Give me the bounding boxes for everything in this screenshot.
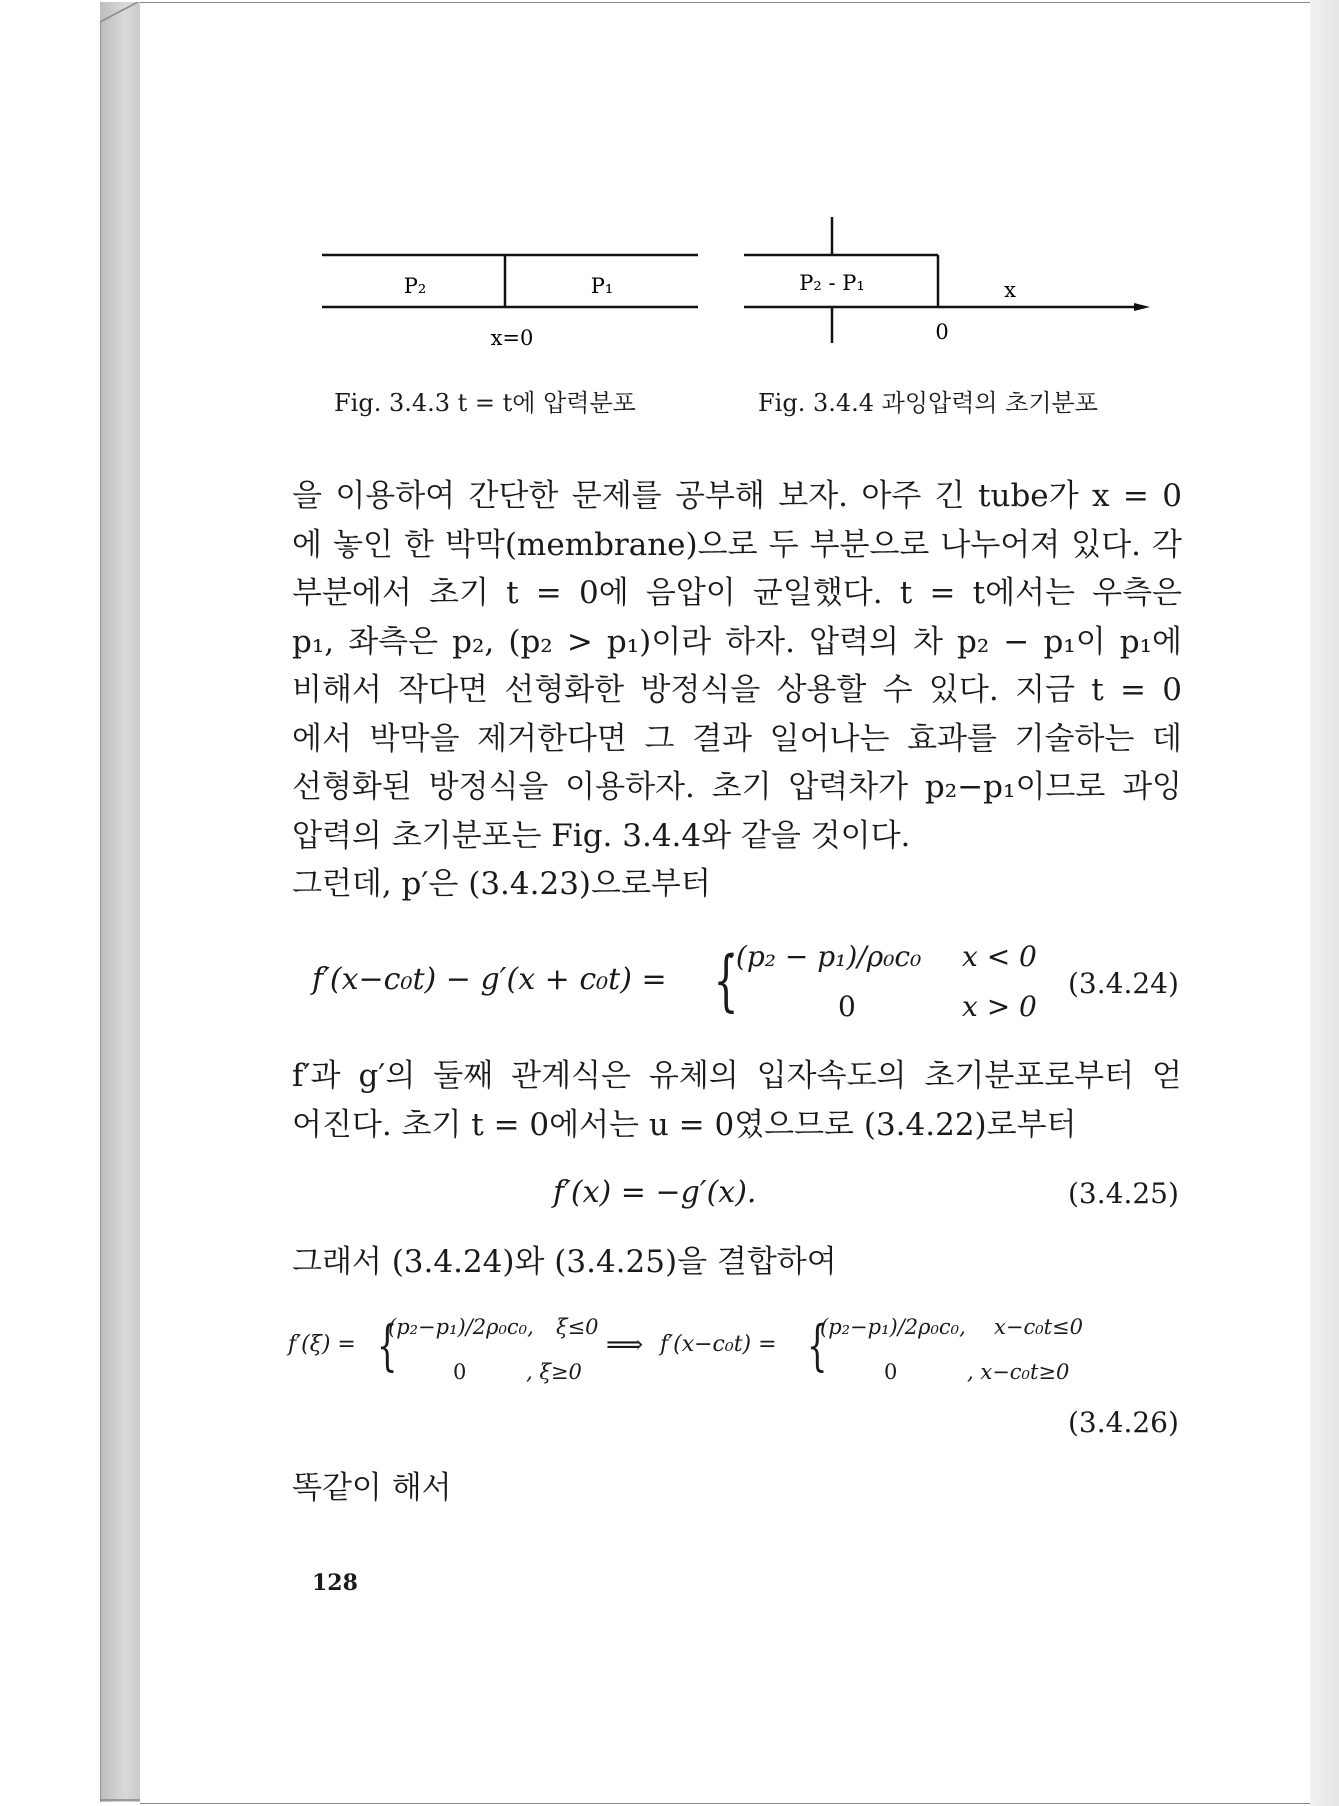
book-spine-outline — [100, 2, 142, 1802]
x-axis-arrowhead — [1134, 303, 1150, 311]
equation-number: (3.4.24) — [1068, 967, 1179, 1000]
eq26-case3-value: (p₂−p₁)/2ρ₀c₀, — [820, 1315, 966, 1339]
eq26-lhs2: f′(x−c₀t) = — [660, 1332, 777, 1357]
eq24-lhs: f′(x−c₀t) − g′(x + c₀t) = — [312, 962, 667, 997]
eq26-brace1: { — [376, 1314, 398, 1377]
text-line: 부분에서 초기 t = 0에 음압이 균일했다. t = t에서는 우측은 — [292, 575, 1182, 611]
eq26-case3-condition: x−c₀t≤0 — [994, 1315, 1084, 1339]
eq26-lhs1: f′(ξ) = — [288, 1332, 356, 1357]
eq24-case2-condition: x > 0 — [962, 990, 1037, 1023]
label-p2: P₂ — [403, 274, 427, 298]
text-line: 압력의 초기분포는 Fig. 3.4.4와 같을 것이다. — [292, 817, 911, 854]
label-x-zero: x=0 — [490, 326, 534, 350]
eq26-case1-value: (p₂−p₁)/2ρ₀c₀, — [388, 1315, 534, 1339]
figure-3-4-4 — [742, 215, 1152, 355]
eq24-case2-value: 0 — [838, 990, 856, 1023]
figure-3-4-3 — [320, 245, 700, 355]
eq26-case1-condition: ξ≤0 — [556, 1315, 599, 1339]
equation-number: (3.4.25) — [1068, 1177, 1179, 1210]
eq24-case1-condition: x < 0 — [962, 940, 1037, 973]
text-line: 선형화된 방정식을 이용하자. 초기 압력차가 p₂−p₁이므로 과잉 — [292, 769, 1182, 805]
label-x: x — [1004, 278, 1016, 302]
eq26-case4-value: 0 — [884, 1360, 898, 1384]
text-line: 똑같이 해서 — [292, 1470, 452, 1506]
eq25-body: f′(x) = −g′(x). — [553, 1175, 757, 1210]
eq26-case2-condition: , ξ≥0 — [526, 1360, 582, 1384]
eq26-case4-condition: , x−c₀t≥0 — [967, 1360, 1070, 1384]
label-origin: 0 — [935, 320, 949, 344]
eq24-case1-value: ·(p₂ − p₁)/ρ₀c₀ — [727, 940, 922, 973]
page-number: 128 — [312, 1570, 358, 1596]
eq26-brace2: { — [806, 1314, 828, 1377]
text-line: p₁, 좌측은 p₂, (p₂ > p₁)이라 하자. 압력의 차 p₂ − p₁이 p₁에 — [292, 623, 1182, 660]
caption-fig-3-4-4: Fig. 3.4.4 과잉압력의 초기분포 — [758, 389, 1098, 417]
paragraph-similarly — [292, 1464, 1182, 1513]
eq26-case2-value: 0 — [453, 1360, 467, 1384]
paragraph-combine — [292, 1238, 1182, 1287]
paragraph-intro — [292, 472, 1182, 909]
paragraph-particle-velocity — [292, 1052, 1182, 1149]
eq26-implies-arrow: ⟹ — [606, 1330, 644, 1360]
text-line: 어진다. 초기 t = 0에서는 u = 0였으므로 (3.4.22)로부터 — [292, 1106, 1077, 1143]
page-right-edge — [1310, 0, 1339, 1806]
label-p1: P₁ — [590, 274, 614, 298]
caption-fig-3-4-3: Fig. 3.4.3 t = t에 압력분포 — [334, 389, 636, 417]
eq24-brace: { — [713, 942, 739, 1019]
equation-number: (3.4.26) — [1068, 1406, 1179, 1439]
text-line: 에서 박막을 제거한다면 그 결과 일어나는 효과를 기술하는 데 — [292, 720, 1182, 757]
label-p2-minus-p1: P₂ - P₁ — [799, 271, 865, 295]
text-line: 을 이용하여 간단한 문제를 공부해 보자. 아주 긴 tube가 x = 0 — [292, 478, 1182, 514]
text-line: f′과 g′의 둘째 관계식은 유체의 입자속도의 초기분포로부터 얻 — [292, 1058, 1182, 1094]
text-line: 비해서 작다면 선형화한 방정식을 상용할 수 있다. 지금 t = 0 — [292, 672, 1182, 708]
text-line: 그런데, p′은 (3.4.23)으로부터 — [292, 866, 711, 902]
text-line: 에 놓인 한 박막(membrane)으로 두 부분으로 나누어져 있다. 각 — [292, 526, 1182, 563]
text-line: 그래서 (3.4.24)와 (3.4.25)을 결합하여 — [292, 1244, 837, 1280]
